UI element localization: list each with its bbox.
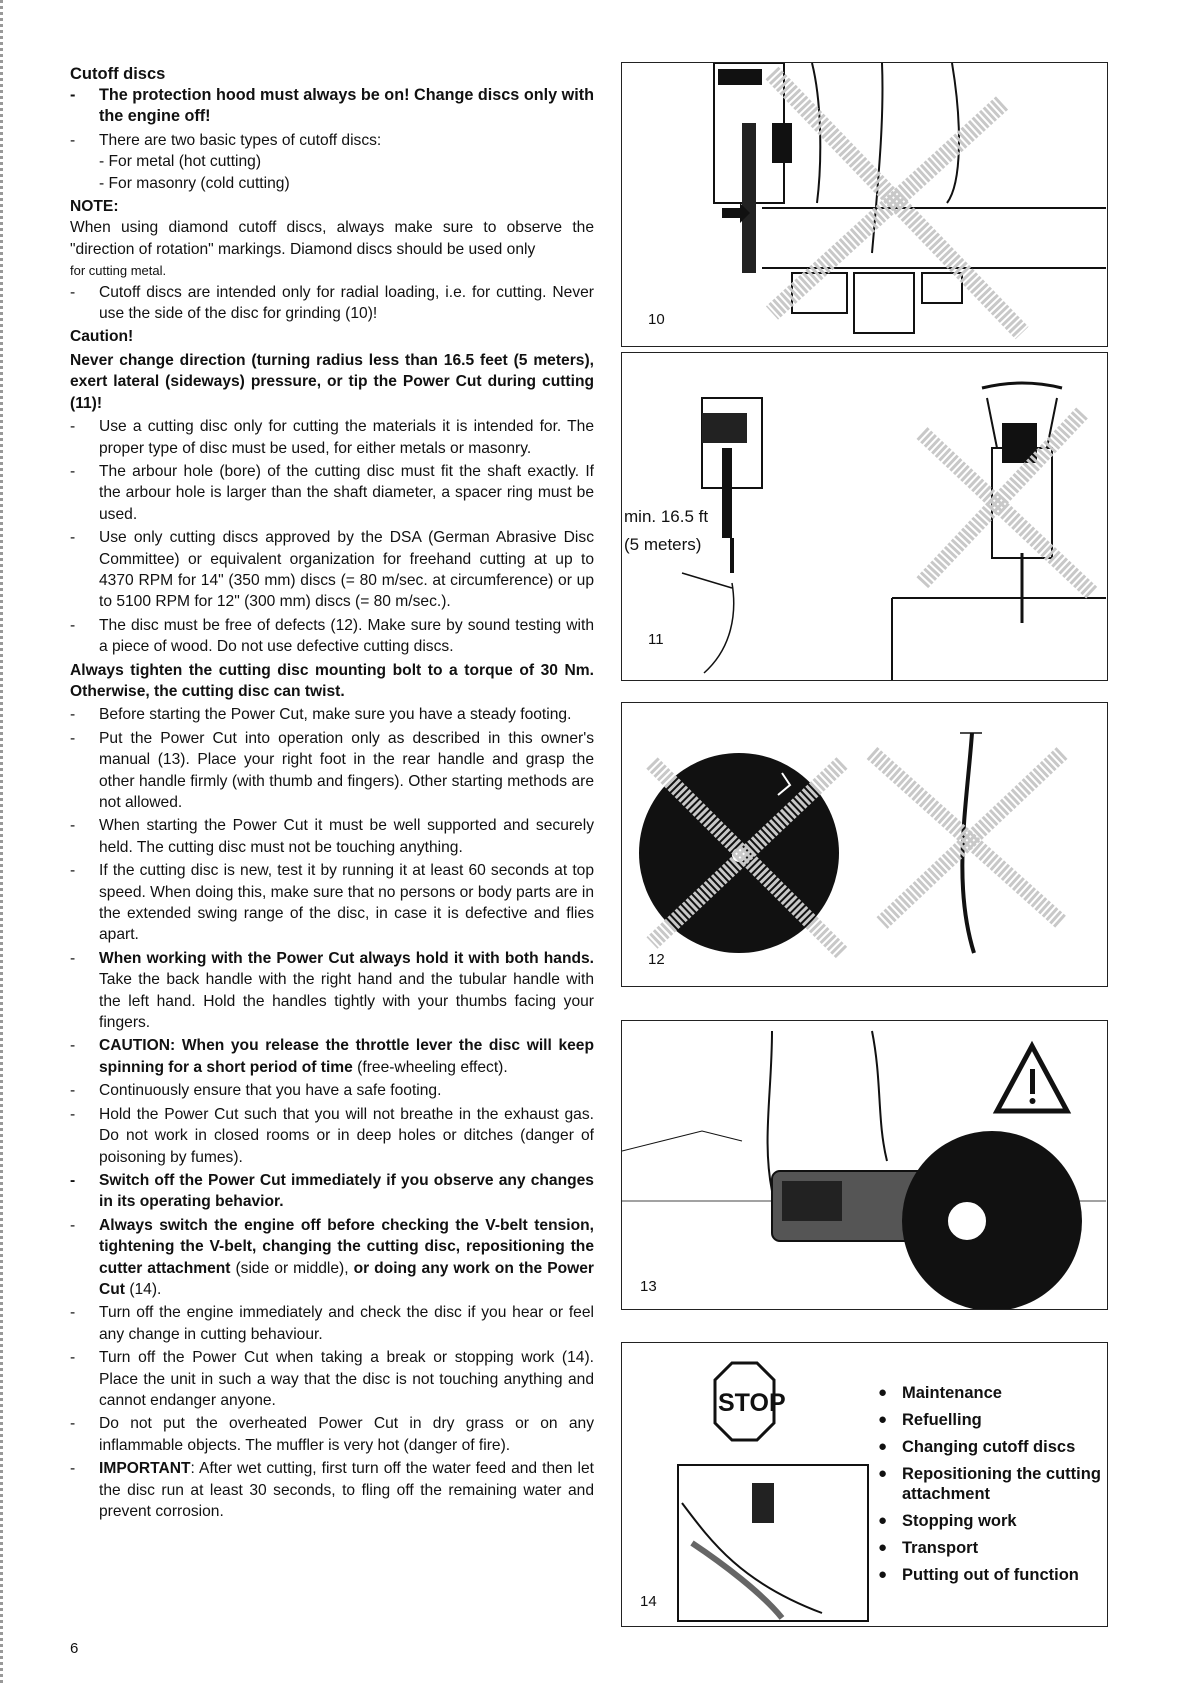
figure-12-number: 12 [648, 951, 665, 968]
stop-list-item: ● Repositioning the cutting attachment [878, 1464, 1107, 1504]
list-item: - Continuously ensure that you have a safe footing. [70, 1080, 594, 1101]
text-column [70, 64, 594, 1524]
radial-list [70, 282, 594, 325]
note-label: NOTE: [70, 198, 119, 216]
list-item: - If the cutting disc is new, test it by running it at least 60 seconds at top speed. When doing this, make sure that no persons or body parts are in the extended swing range of the disc, in case it is defective and flies apart. [70, 860, 594, 946]
figure-11-number: 11 [648, 631, 664, 648]
figure-14-number: 14 [640, 1593, 657, 1610]
list-item: - The arbour hole (bore) of the cutting disc must fit the shaft exactly. If the arbour hole is larger than the shaft diameter, a spacer ring must be used. [70, 461, 594, 525]
radial-loading: - Cutoff discs are intended only for radial loading, i.e. for cutting. Never use the side of the disc for grinding (10)! [70, 282, 594, 325]
page-number: 6 [70, 1640, 79, 1657]
list-item-hands [70, 948, 594, 1034]
figure-14 [621, 1342, 1108, 1627]
disc-type-metal: - For metal (hot cutting) [99, 153, 262, 171]
vbelt-bold-1: Always switch the engine off before checking the V-belt tension, tightening the V-belt, changing the cutting disc, repositioning the cutter attachment [99, 1216, 594, 1277]
list-a [70, 416, 594, 657]
figure-11 [621, 352, 1108, 681]
stop-list-item: ● Transport [878, 1538, 1107, 1558]
scan-edge [0, 0, 3, 1684]
list-b [70, 704, 594, 1522]
list-item: - Hold the Power Cut such that you will not breathe in the exhaust gas. Do not work in closed rooms or in deep holes or ditches (danger of poisoning by fumes). [70, 1104, 594, 1168]
list-item: - When starting the Power Cut it must be well supported and securely held. The cutting disc must not be touching anything. [70, 815, 594, 858]
intro-list [70, 85, 594, 194]
figure-13-number: 13 [640, 1278, 657, 1295]
list-item-important [70, 1458, 594, 1522]
vbelt-bold-2: or doing any work on the Power Cut [99, 1259, 594, 1298]
stop-sign-text: STOP [718, 1389, 786, 1417]
radius-label-feet: min. 16.5 ft [624, 507, 709, 526]
list-item-throttle [70, 1035, 594, 1078]
list-item: - Use a cutting disc only for cutting the materials it is intended for. The proper type of disc must be used, for either metals or masonry. [70, 416, 594, 459]
section-heading: Cutoff discs [70, 65, 166, 83]
important-rest: : After wet cutting, first turn off the water feed and then let the disc run at least 30 seconds, to fling off the remaining water and prevent corrosion. [99, 1460, 594, 1520]
caution-text: Never change direction (turning radius less than 16.5 feet (5 meters), exert lateral (sideways) pressure, or tip the Power Cut during cutting (11)! [70, 351, 594, 412]
throttle-bold: CAUTION: When you release the throttle lever the disc will keep spinning for a short period of time [99, 1037, 594, 1076]
throttle-rest: (free-wheeling effect). [352, 1058, 508, 1076]
list-item: - Turn off the Power Cut when taking a break or stopping work (14). Place the unit in such a way that the disc is not touching anything and cannot endanger anyone. [70, 1347, 594, 1411]
disc-type-masonry: - For masonry (cold cutting) [99, 174, 290, 192]
vbelt-mid: (side or middle), [230, 1259, 354, 1277]
figure-13-illustration [622, 1021, 1107, 1309]
figure-10-number: 10 [648, 311, 665, 328]
figure-12 [621, 702, 1108, 987]
vbelt-end: (14). [124, 1280, 162, 1298]
figure-10-illustration [622, 63, 1107, 346]
stop-list-item: ● Refuelling [878, 1410, 1107, 1430]
note-text: When using diamond cutoff discs, always make sure to observe the "direction of rotation" markings. Diamond discs should be used only [70, 219, 594, 258]
list-item: - The disc must be free of defects (12). Make sure by sound testing with a piece of wood. Do not use defective cutting discs. [70, 615, 594, 658]
disc-types [70, 130, 594, 194]
list-item: - Before starting the Power Cut, make sure you have a steady footing. [70, 704, 594, 725]
stop-list-item: ● Putting out of function [878, 1565, 1107, 1585]
important-bold: IMPORTANT [99, 1460, 191, 1478]
list-item: - Do not put the overheated Power Cut in dry grass or on any inflammable objects. The muffler is very hot (danger of fire). [70, 1413, 594, 1456]
list-item: - Turn off the engine immediately and check the disc if you hear or feel any change in cutting behaviour. [70, 1302, 594, 1345]
disc-types-intro: - There are two basic types of cutoff discs: [99, 131, 382, 149]
caution-label: Caution! [70, 328, 134, 346]
list-item-vbelt [70, 1215, 594, 1301]
figure-10 [621, 62, 1108, 347]
list-item: - Put the Power Cut into operation only as described in this owner's manual (13). Place your right foot in the rear handle and grasp the other handle firmly (with thumb and fingers). Other starting methods are not allowed. [70, 728, 594, 814]
list-item-switch-off: - Switch off the Power Cut immediately if you observe any changes in its operating behavior. [70, 1170, 594, 1213]
figure-13 [621, 1020, 1108, 1310]
hands-rest: Take the back handle with the right hand and the tubular handle with the left hand. Hold the handles tightly with your thumbs facing your fingers. [99, 971, 594, 1032]
stop-list-item: ● Changing cutoff discs [878, 1437, 1107, 1457]
list-item: - Use only cutting discs approved by the DSA (German Abrasive Disc Committee) or equivalent organization for freehand cutting at up to 4370 RPM for 14" (350 mm) discs (= 80 m/sec. at circumference) or up to 5100 RPM for 12" (300 mm) discs (= 80 m/sec.). [70, 527, 594, 613]
note-text-small: for cutting metal. [70, 263, 167, 279]
figure-12-illustration [622, 703, 1107, 986]
radius-label-meters: (5 meters) [624, 535, 702, 554]
stop-list-item: ● Stopping work [878, 1511, 1107, 1531]
hands-bold: When working with the Power Cut always hold it with both hands. [99, 949, 594, 967]
torque-warning: Always tighten the cutting disc mounting bolt to a torque of 30 Nm. Otherwise, the cutting disc can twist. [70, 661, 594, 700]
stop-action-list [878, 1383, 1107, 1592]
stop-list-item: ● Maintenance [878, 1383, 1107, 1403]
hood-warning: - The protection hood must always be on! Change discs only with the engine off! [70, 85, 594, 128]
